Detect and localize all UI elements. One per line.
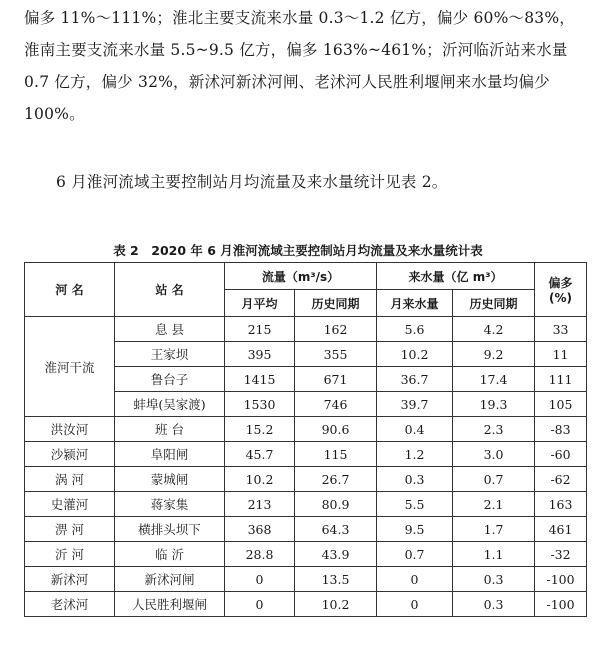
cell-hist-volume: 3.0 <box>453 442 535 467</box>
cell-monthly-avg: 10.2 <box>225 467 295 492</box>
header-monthly-volume: 月来水量 <box>377 290 453 317</box>
header-hist-flow: 历史同期 <box>295 290 377 317</box>
cell-deviation: -32 <box>535 542 587 567</box>
cell-station: 蚌埠(吴家渡) <box>115 392 225 417</box>
cell-hist-volume: 9.2 <box>453 342 535 367</box>
cell-deviation: 461 <box>535 517 587 542</box>
body-paragraph-2: 6 月淮河流域主要控制站月均流量及来水量统计见表 2。 <box>56 173 448 191</box>
cell-hist-flow: 115 <box>295 442 377 467</box>
cell-station: 临 沂 <box>115 542 225 567</box>
cell-hist-flow: 43.9 <box>295 542 377 567</box>
cell-station: 阜阳闸 <box>115 442 225 467</box>
cell-hist-flow: 26.7 <box>295 467 377 492</box>
cell-hist-volume: 1.1 <box>453 542 535 567</box>
cell-monthly-avg: 45.7 <box>225 442 295 467</box>
cell-station: 蒙城闸 <box>115 467 225 492</box>
cell-hist-flow: 80.9 <box>295 492 377 517</box>
cell-monthly-avg: 28.8 <box>225 542 295 567</box>
cell-river: 涡 河 <box>25 467 115 492</box>
cell-hist-volume: 0.3 <box>453 567 535 592</box>
cell-hist-volume: 4.2 <box>453 317 535 342</box>
cell-hist-flow: 162 <box>295 317 377 342</box>
cell-station: 王家坝 <box>115 342 225 367</box>
cell-river: 新沭河 <box>25 567 115 592</box>
cell-monthly-volume: 9.5 <box>377 517 453 542</box>
statistics-table <box>24 262 587 617</box>
cell-station: 横排头坝下 <box>115 517 225 542</box>
table-row <box>25 567 587 592</box>
cell-deviation: -100 <box>535 592 587 617</box>
cell-monthly-avg: 0 <box>225 567 295 592</box>
cell-monthly-volume: 0.7 <box>377 542 453 567</box>
cell-deviation: -60 <box>535 442 587 467</box>
cell-monthly-avg: 395 <box>225 342 295 367</box>
cell-station: 息 县 <box>115 317 225 342</box>
cell-river: 老沭河 <box>25 592 115 617</box>
cell-hist-volume: 17.4 <box>453 367 535 392</box>
cell-hist-volume: 19.3 <box>453 392 535 417</box>
header-hist-volume: 历史同期 <box>453 290 535 317</box>
cell-river: 沂 河 <box>25 542 115 567</box>
cell-deviation: 33 <box>535 317 587 342</box>
cell-deviation: 163 <box>535 492 587 517</box>
table-body <box>25 317 587 617</box>
cell-monthly-avg: 368 <box>225 517 295 542</box>
cell-monthly-volume: 5.5 <box>377 492 453 517</box>
cell-river: 淠 河 <box>25 517 115 542</box>
cell-hist-flow: 671 <box>295 367 377 392</box>
table-row <box>25 592 587 617</box>
cell-monthly-avg: 1530 <box>225 392 295 417</box>
cell-station: 鲁台子 <box>115 367 225 392</box>
cell-station: 班 台 <box>115 417 225 442</box>
cell-river: 史灌河 <box>25 492 115 517</box>
cell-hist-flow: 10.2 <box>295 592 377 617</box>
cell-deviation: 105 <box>535 392 587 417</box>
cell-monthly-volume: 1.2 <box>377 442 453 467</box>
cell-hist-volume: 2.1 <box>453 492 535 517</box>
cell-hist-flow: 64.3 <box>295 517 377 542</box>
cell-hist-flow: 13.5 <box>295 567 377 592</box>
body-paragraph-1: 偏多 11%～111%；淮北主要支流来水量 0.3～1.2 亿方，偏少 60%～83%，淮南主要支流来水量 5.5~9.5 亿方，偏多 163%~461%；沂河临沂站来水量 0.7 亿方，偏少 32%，新沭河新沭河闸、老沭河人民胜利堰闸来水量均偏少 100%。 <box>24 9 575 123</box>
cell-monthly-avg: 1415 <box>225 367 295 392</box>
table-row <box>25 467 587 492</box>
cell-hist-flow: 90.6 <box>295 417 377 442</box>
table-row <box>25 442 587 467</box>
table-row <box>25 317 587 342</box>
cell-river: 洪汝河 <box>25 417 115 442</box>
cell-monthly-volume: 10.2 <box>377 342 453 367</box>
cell-monthly-avg: 213 <box>225 492 295 517</box>
cell-hist-flow: 746 <box>295 392 377 417</box>
cell-deviation: 111 <box>535 367 587 392</box>
cell-deviation: -62 <box>535 467 587 492</box>
cell-monthly-avg: 15.2 <box>225 417 295 442</box>
cell-monthly-volume: 0.4 <box>377 417 453 442</box>
cell-monthly-volume: 0 <box>377 567 453 592</box>
cell-hist-flow: 355 <box>295 342 377 367</box>
cell-monthly-avg: 215 <box>225 317 295 342</box>
cell-monthly-volume: 36.7 <box>377 367 453 392</box>
header-volume: 来水量（亿 m³） <box>377 263 535 290</box>
cell-river: 淮河干流 <box>25 317 115 417</box>
cell-hist-volume: 2.3 <box>453 417 535 442</box>
cell-river: 沙颍河 <box>25 442 115 467</box>
cell-monthly-volume: 5.6 <box>377 317 453 342</box>
cell-station: 蒋家集 <box>115 492 225 517</box>
table-row <box>25 417 587 442</box>
cell-monthly-volume: 0.3 <box>377 467 453 492</box>
cell-station: 人民胜利堰闸 <box>115 592 225 617</box>
cell-hist-volume: 1.7 <box>453 517 535 542</box>
table-caption: 表 2 2020 年 6 月淮河流域主要控制站月均流量及来水量统计表 <box>113 243 483 258</box>
cell-deviation: 11 <box>535 342 587 367</box>
cell-monthly-avg: 0 <box>225 592 295 617</box>
header-monthly-avg: 月平均 <box>225 290 295 317</box>
cell-deviation: -100 <box>535 567 587 592</box>
header-river: 河 名 <box>25 263 115 317</box>
header-deviation: 偏多 (%) <box>535 263 587 317</box>
table-row <box>25 517 587 542</box>
cell-deviation: -83 <box>535 417 587 442</box>
cell-hist-volume: 0.7 <box>453 467 535 492</box>
cell-hist-volume: 0.3 <box>453 592 535 617</box>
cell-monthly-volume: 0 <box>377 592 453 617</box>
header-flow: 流量（m³/s） <box>225 263 377 290</box>
cell-monthly-volume: 39.7 <box>377 392 453 417</box>
header-station: 站 名 <box>115 263 225 317</box>
cell-station: 新沭河闸 <box>115 567 225 592</box>
table-row <box>25 542 587 567</box>
table-row <box>25 492 587 517</box>
